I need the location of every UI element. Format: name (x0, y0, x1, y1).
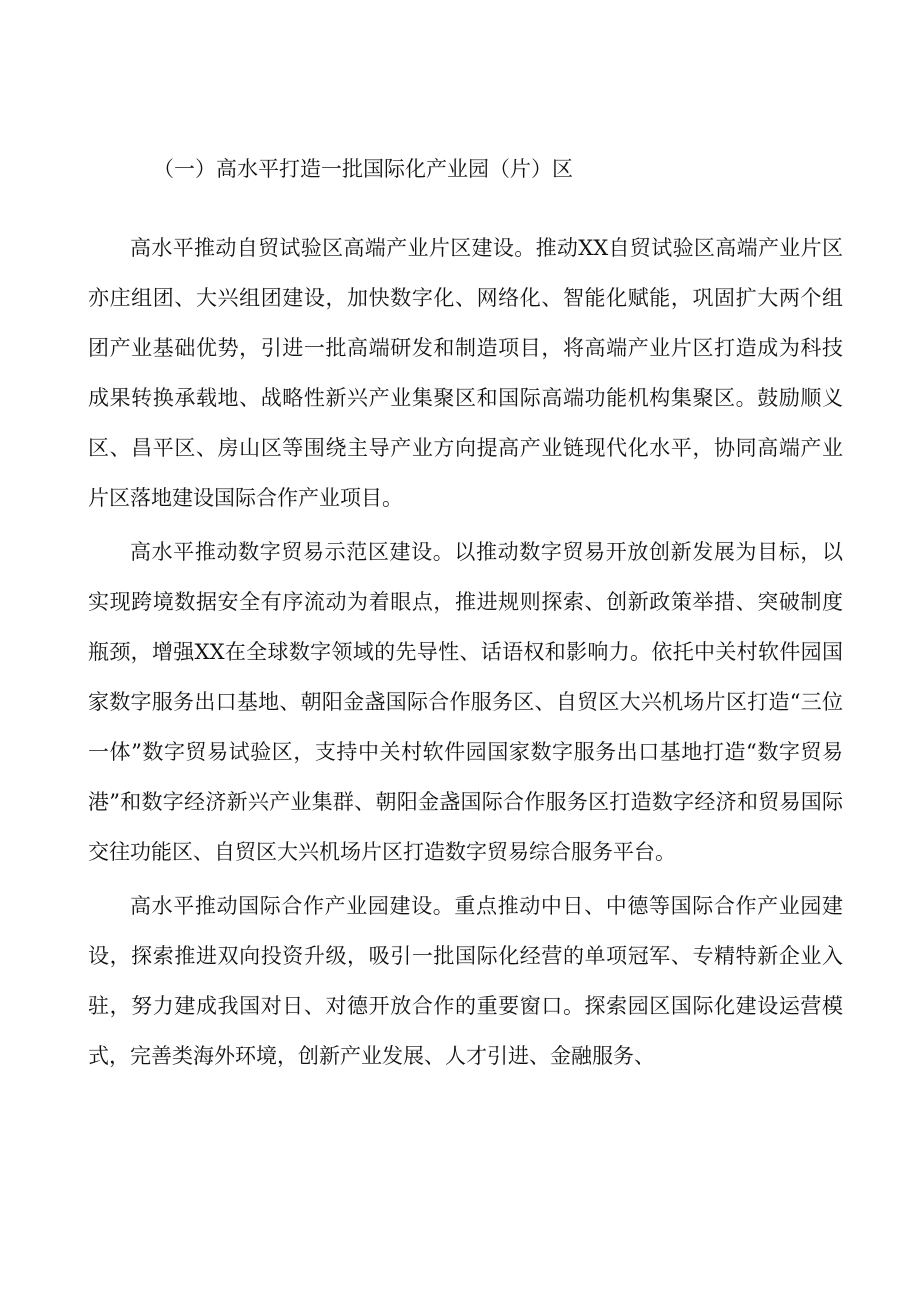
document-body (88, 223, 843, 1081)
paragraph-international-park: 高水平推动国际合作产业园建设。重点推动中日、中德等国际合作产业园建设，探索推进双向投资升级，吸引一批国际化经营的单项冠军、专精特新企业入驻，努力建成我国对日、对德开放合作的重要窗口。探索园区国际化建设运营模式，完善类海外环境，创新产业发展、人才引进、金融服务、 (88, 894, 843, 1068)
paragraph-free-trade-zone: 高水平推动自贸试验区高端产业片区建设。推动XX自贸试验区高端产业片区亦庄组团、大兴组团建设，加快数字化、网络化、智能化赋能，巩固扩大两个组团产业基础优势，引进一批高端研发和制造项目，将高端产业片区打造成为科技成果转换承载地、战略性新兴产业集聚区和国际高端功能机构集聚区。鼓励顺义区、昌平区、房山区等围绕主导产业方向提高产业链现代化水平，协同高端产业片区落地建设国际合作产业项目。 (88, 236, 843, 510)
paragraph-digital-trade: 高水平推动数字贸易示范区建设。以推动数字贸易开放创新发展为目标，以实现跨境数据安全有序流动为着眼点，推进规则探索、创新政策举措、突破制度瓶颈，增强XX在全球数字领域的先导性、话语权和影响力。依托中关村软件园国家数字服务出口基地、朝阳金盏国际合作服务区、自贸区大兴机场片区打造“三位一体”数字贸易试验区，支持中关村软件园国家数字服务出口基地打造“数字贸易港”和数字经济新兴产业集群、朝阳金盏国际合作服务区打造数字经济和贸易国际交往功能区、自贸区大兴机场片区打造数字贸易综合服务平台。 (88, 540, 843, 864)
section-heading: （一）高水平打造一批国际化产业园（片）区 (153, 157, 573, 181)
